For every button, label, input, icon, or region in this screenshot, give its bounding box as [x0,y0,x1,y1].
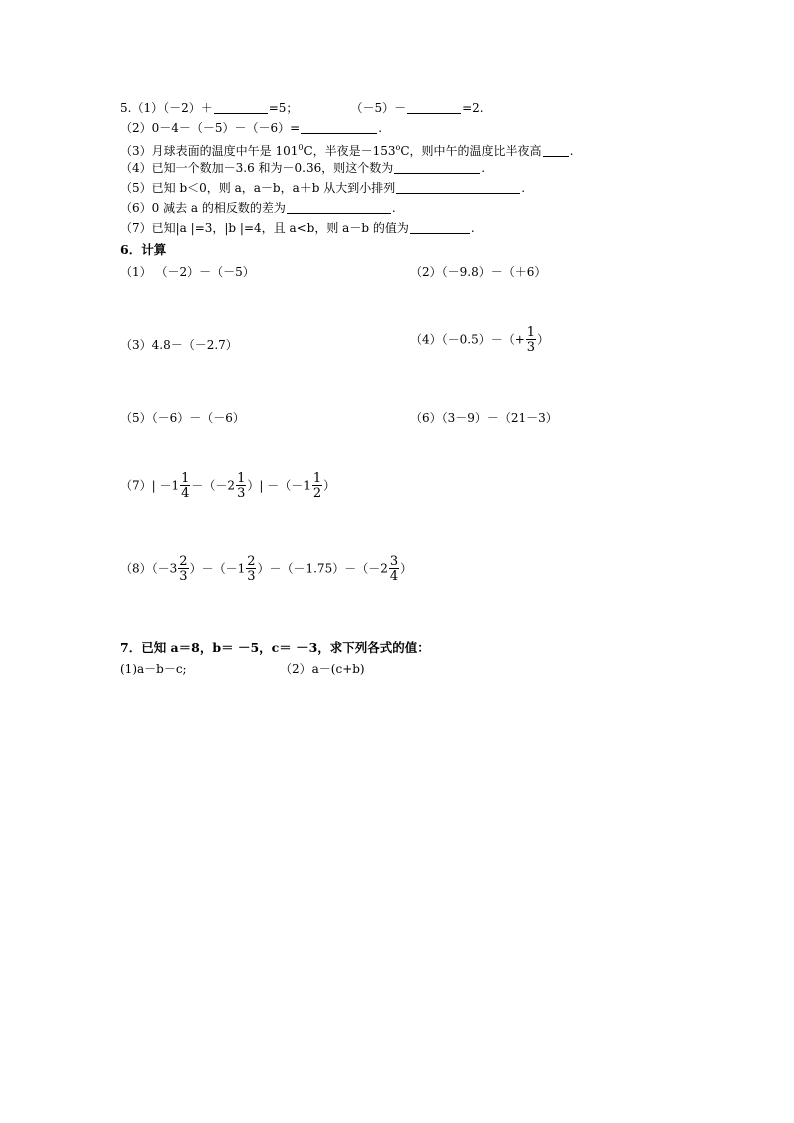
q7-part-1: (1)a－b－c; [120,662,187,676]
q5-4-end: . [481,161,486,175]
fraction [180,472,190,500]
q6-8-end: ） [400,561,413,576]
q6-problem-3: （3）4.8－（－2.7） [120,338,238,352]
denominator: 4 [389,569,399,584]
q6-4-text: （4）（－0.5）－（+ [410,332,525,347]
q6-7-end: ） [323,478,336,493]
numerator: 2 [179,554,188,569]
q6-4-end: ） [537,332,550,347]
q6-problem-6: （6）（3－9）－（21－3） [410,411,558,425]
q6-problem-7 [120,472,335,500]
q5-1-text: 5.（1）（－2）＋ [120,101,213,115]
q5-2-end: . [378,121,383,135]
q5-4-text: （4）已知一个数加－3.6 和为－0.36，则这个数为 [120,161,394,175]
q6-8-text-b: ）－（－1 [189,561,246,576]
numerator: 1 [237,471,246,486]
q5-line4 [120,160,485,176]
q5-3-text: （3）月球表面的温度中午是 101 [120,144,299,158]
q5-2-text: （2）0－4－（－5）－（－6）= [120,121,301,135]
denominator: 3 [247,569,256,584]
q5-1b-eq: =2. [462,101,484,115]
q5-5-end: . [521,181,526,195]
fraction [246,555,256,583]
q7-title: 7．已知 a＝8，b＝ －5，c＝ －3，求下列各式的值： [120,640,430,655]
q5-3-text-b: C，半夜是－153 [303,144,396,158]
answer-blank[interactable] [396,182,520,194]
fraction [312,472,322,500]
degree-sup: 0 [298,143,304,152]
q5-7-text: （7）已知|a |=3，|b |=4，且 a<b，则 a－b 的值为 [120,221,409,235]
q5-line1 [120,100,484,116]
q6-8-text: （8）（－3 [120,561,178,576]
denominator: 3 [526,340,536,355]
q5-6-end: . [391,201,396,215]
q5-line6 [120,200,396,216]
q5-5-text: （5）已知 b＜0，则 a，a－b，a＋b 从大到小排列 [120,181,396,195]
q6-7-text-c: ）| －（－1 [247,478,311,493]
answer-blank[interactable] [394,162,480,174]
q5-1b-text: （－5）－ [350,101,407,115]
numerator: 1 [181,471,190,486]
numerator: 3 [389,554,399,569]
denominator: 3 [179,569,188,584]
q5-line3 [120,140,573,159]
q6-7-text-b: －（－2 [191,478,236,493]
q6-problem-2: （2）（－9.8）－（＋6） [410,265,547,279]
answer-blank[interactable] [407,102,461,114]
denominator: 4 [181,486,190,501]
fraction [236,472,246,500]
q7-part-2: （2）a－(c+b) [280,662,365,676]
q5-line7 [120,220,475,236]
answer-blank[interactable] [287,202,391,214]
q5-3-text-c: C，则中午的温度比半夜高 [400,144,542,158]
q6-problem-8 [120,555,412,583]
numerator: 1 [312,471,322,486]
numerator: 2 [247,554,256,569]
denominator: 2 [312,486,322,501]
q5-6-text: （6）0 减去 a 的相反数的差为 [120,201,286,215]
q5-7-end: . [470,221,475,235]
q6-problem-5: （5）（－6）－（－6） [120,411,245,425]
q6-problem-1: （1） （－2）－（－5） [120,265,255,279]
numerator: 1 [526,325,536,340]
degree-sup: o [395,143,401,152]
answer-blank[interactable] [410,222,470,234]
answer-blank[interactable] [301,122,377,134]
answer-blank[interactable] [214,102,268,114]
q5-1-eq: =5； [268,101,299,115]
q5-line2 [120,120,382,136]
fraction [389,555,399,583]
q6-7-text: （7）| －1 [120,478,180,493]
answer-blank[interactable] [543,145,569,157]
q6-8-text-c: ）－（－1.75）－（－2 [257,561,388,576]
q5-3-end: . [569,144,574,158]
q5-line5 [120,180,525,196]
fraction [526,326,536,354]
q6-title: 6．计算 [120,242,167,257]
q6-problem-4 [410,326,549,354]
denominator: 3 [237,486,246,501]
fraction [178,555,188,583]
